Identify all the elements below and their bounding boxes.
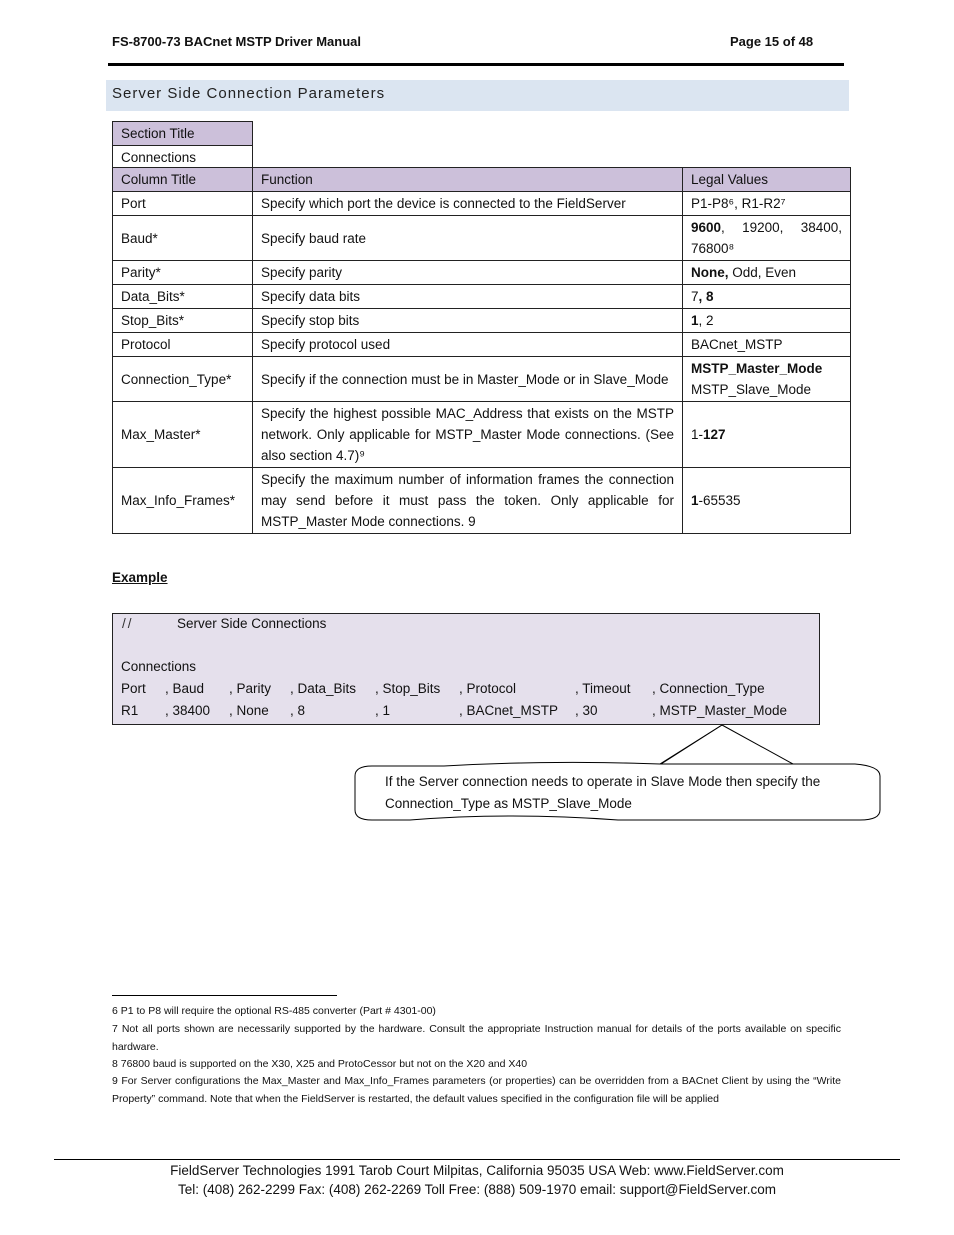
legal-text: , 19200, 38400, 76800⁸	[691, 220, 842, 256]
cell-legal-values	[683, 333, 851, 357]
section-title-header: Section Title	[113, 122, 253, 146]
cell-legal-values	[683, 285, 851, 309]
cell-column-title: Stop_Bits*	[113, 309, 253, 333]
cell-function: Specify the highest possible MAC_Address that exists on the MSTP network. Only applicable for MSTP_Master Mode connections. (See also section 4.7)⁹	[253, 402, 683, 468]
cell-function: Specify baud rate	[253, 216, 683, 261]
page-number: Page 15 of 48	[730, 34, 814, 49]
table-row	[113, 216, 851, 261]
cell-column-title: Connection_Type*	[113, 357, 253, 402]
cell-function: Specify data bits	[253, 285, 683, 309]
cell-column-title: Data_Bits*	[113, 285, 253, 309]
cell-function: Specify if the connection must be in Master_Mode or in Slave_Mode	[253, 357, 683, 402]
comment-slashes: //	[122, 616, 134, 631]
table-row	[113, 333, 851, 357]
legal-bold: None,	[691, 265, 729, 280]
cell-legal-values	[683, 309, 851, 333]
cell-column-title: Parity*	[113, 261, 253, 285]
cell-function: Specify protocol used	[253, 333, 683, 357]
cell-legal-values	[683, 468, 851, 534]
table-row	[113, 402, 851, 468]
table-row	[113, 261, 851, 285]
footer-address: FieldServer Technologies 1991 Tarob Court Milpitas, California 95035 USA Web: www.FieldServer.com	[170, 1163, 784, 1178]
example-code-block	[112, 613, 820, 725]
footer-rule	[54, 1159, 900, 1160]
code-column-header: , Stop_Bits	[375, 681, 441, 696]
code-column-header: , Parity	[229, 681, 272, 696]
footnote: 8 76800 baud is supported on the X30, X25 and ProtoCessor but not on the X20 and X40	[112, 1058, 528, 1070]
footnote: 9 For Server configurations the Max_Master and Max_Info_Frames parameters (or properties) can be overridden from a BACnet Client by using the “Write Property” command. Note that when the FieldServer is restarted, the default values specified in the configuration file will be applied	[112, 1075, 841, 1105]
code-value: , 1	[375, 703, 391, 718]
section-heading: Server Side Connection Parameters	[112, 85, 386, 102]
code-column-header: , Connection_Type	[652, 681, 765, 696]
legal-text: MSTP_Slave_Mode	[691, 382, 812, 397]
footer-contact: Tel: (408) 262-2299 Fax: (408) 262-2269 Toll Free: (888) 509-1970 email: support@FieldServer.com	[177, 1182, 777, 1197]
cell-function: Specify the maximum number of information frames the connection may send before it must pass the token. Only applicable for MSTP_Master Mode connections. 9	[253, 468, 683, 534]
code-column-header: , Data_Bits	[290, 681, 357, 696]
legal-bold: 127	[703, 427, 726, 442]
cell-legal-values	[683, 357, 851, 402]
code-value: , 8	[290, 703, 306, 718]
table-row	[113, 192, 851, 216]
header-rule	[108, 63, 844, 66]
column-header: Column Title	[113, 168, 253, 192]
code-value: , None	[229, 703, 269, 718]
table-header-row	[113, 168, 851, 192]
footnote-rule	[112, 995, 337, 996]
example-heading: Example	[112, 570, 168, 585]
cell-function: Specify which port the device is connected to the FieldServer	[253, 192, 683, 216]
legal-text: P1-P8⁶, R1-R2⁷	[691, 196, 786, 211]
cell-function: Specify stop bits	[253, 309, 683, 333]
code-value: , 38400	[165, 703, 211, 718]
footnote: 6 P1 to P8 will require the optional RS-485 converter (Part # 4301-00)	[112, 1005, 436, 1017]
cell-legal-values	[683, 402, 851, 468]
section-title-table	[112, 121, 253, 170]
legal-text: -65535	[698, 493, 741, 508]
code-column-header: , Protocol	[459, 681, 517, 696]
cell-column-title: Baud*	[113, 216, 253, 261]
cell-legal-values	[683, 261, 851, 285]
parameters-table	[112, 167, 851, 534]
legal-bold: , 8	[698, 289, 714, 304]
section-title-value: Connections	[113, 146, 253, 170]
column-header: Legal Values	[683, 168, 851, 192]
cell-column-title: Protocol	[113, 333, 253, 357]
code-column-header: , Baud	[165, 681, 205, 696]
block-name: Connections	[121, 659, 197, 674]
cell-column-title: Port	[113, 192, 253, 216]
comment-text: Server Side Connections	[177, 616, 327, 631]
footnote: 7 Not all ports shown are necessarily supported by the hardware. Consult the appropriate Instruction manual for details of the ports available on specific hardware.	[112, 1023, 841, 1053]
cell-legal-values	[683, 216, 851, 261]
document-title: FS-8700-73 BACnet MSTP Driver Manual	[112, 34, 361, 49]
legal-text: BACnet_MSTP	[691, 337, 783, 352]
legal-text: 7	[691, 289, 699, 304]
callout-text: If the Server connection needs to operate in Slave Mode then specify the Connection_Type as MSTP_Slave_Mode	[385, 774, 821, 811]
legal-bold: MSTP_Master_Mode	[691, 361, 823, 376]
legal-bold: 9600	[691, 220, 722, 235]
code-column-header: Port	[121, 681, 146, 696]
code-column-header: , Timeout	[575, 681, 631, 696]
cell-legal-values	[683, 192, 851, 216]
cell-function: Specify parity	[253, 261, 683, 285]
legal-bold: 1	[691, 493, 699, 508]
code-value: R1	[121, 703, 139, 718]
table-row	[113, 357, 851, 402]
column-header: Function	[253, 168, 683, 192]
table-row	[113, 309, 851, 333]
cell-column-title: Max_Info_Frames*	[113, 468, 253, 534]
code-value: , 30	[575, 703, 598, 718]
table-row	[113, 468, 851, 534]
legal-text: Odd, Even	[728, 265, 797, 280]
legal-bold: 1	[691, 313, 699, 328]
code-value: , MSTP_Master_Mode	[652, 703, 788, 718]
table-row	[113, 285, 851, 309]
legal-text: , 2	[698, 313, 714, 328]
legal-text: 1-	[691, 427, 704, 442]
cell-column-title: Max_Master*	[113, 402, 253, 468]
code-value: , BACnet_MSTP	[459, 703, 559, 718]
